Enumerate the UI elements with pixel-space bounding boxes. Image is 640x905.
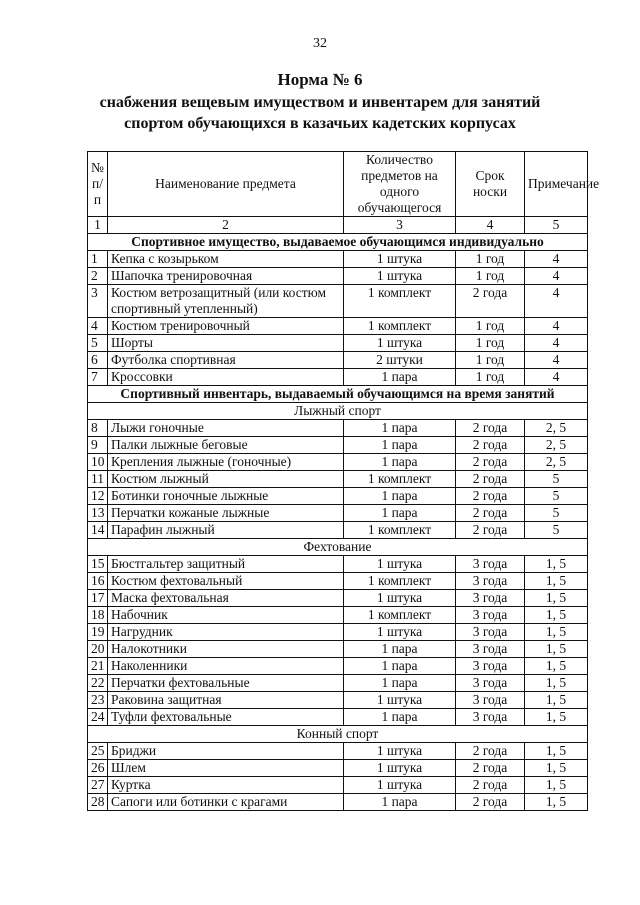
table-row bbox=[88, 692, 588, 709]
item-quantity: 1 штука bbox=[344, 268, 456, 285]
row-number: 11 bbox=[88, 471, 108, 488]
item-note: 4 bbox=[525, 369, 588, 386]
item-term: 3 года bbox=[456, 607, 525, 624]
header-note: Примечание bbox=[525, 152, 588, 217]
item-note: 1, 5 bbox=[525, 607, 588, 624]
table-row bbox=[88, 658, 588, 675]
item-quantity: 2 штуки bbox=[344, 352, 456, 369]
item-term: 3 года bbox=[456, 675, 525, 692]
item-term: 1 год bbox=[456, 369, 525, 386]
document-subtitle-line1: снабжения вещевым имуществом и инвентарем для занятий bbox=[99, 94, 541, 111]
column-number: 2 bbox=[108, 217, 344, 234]
item-term: 2 года bbox=[456, 794, 525, 811]
item-note: 5 bbox=[525, 505, 588, 522]
item-term: 2 года bbox=[456, 488, 525, 505]
item-name: Наколенники bbox=[108, 658, 344, 675]
item-name: Нагрудник bbox=[108, 624, 344, 641]
item-term: 3 года bbox=[456, 692, 525, 709]
table-row bbox=[88, 607, 588, 624]
table-row bbox=[88, 335, 588, 352]
header-term: Срок носки bbox=[456, 152, 525, 217]
item-term: 2 года bbox=[456, 760, 525, 777]
table-row bbox=[88, 641, 588, 658]
item-name: Куртка bbox=[108, 777, 344, 794]
item-note: 4 bbox=[525, 335, 588, 352]
item-term: 3 года bbox=[456, 590, 525, 607]
subsection-equestrian bbox=[88, 726, 588, 743]
item-note: 5 bbox=[525, 488, 588, 505]
table-row bbox=[88, 437, 588, 454]
row-number: 3 bbox=[88, 285, 108, 318]
table-row bbox=[88, 420, 588, 437]
item-note: 1, 5 bbox=[525, 675, 588, 692]
item-note: 1, 5 bbox=[525, 573, 588, 590]
header-quantity: Количество предметов на одного обучающегося bbox=[344, 152, 456, 217]
item-note: 1, 5 bbox=[525, 556, 588, 573]
item-note: 2, 5 bbox=[525, 454, 588, 471]
item-name: Костюм ветрозащитный (или костюм спортивный утепленный) bbox=[108, 285, 344, 318]
item-quantity: 1 пара bbox=[344, 794, 456, 811]
item-name: Костюм фехтовальный bbox=[108, 573, 344, 590]
row-number: 13 bbox=[88, 505, 108, 522]
row-number: 19 bbox=[88, 624, 108, 641]
item-term: 3 года bbox=[456, 641, 525, 658]
page-number: 32 bbox=[313, 36, 327, 51]
item-name: Парафин лыжный bbox=[108, 522, 344, 539]
item-quantity: 1 пара bbox=[344, 709, 456, 726]
item-name: Кроссовки bbox=[108, 369, 344, 386]
item-note: 4 bbox=[525, 285, 588, 318]
item-name: Шапочка тренировочная bbox=[108, 268, 344, 285]
table-row bbox=[88, 488, 588, 505]
item-note: 4 bbox=[525, 251, 588, 268]
item-quantity: 1 штука bbox=[344, 692, 456, 709]
table-row bbox=[88, 369, 588, 386]
item-name: Костюм лыжный bbox=[108, 471, 344, 488]
row-number: 8 bbox=[88, 420, 108, 437]
row-number: 17 bbox=[88, 590, 108, 607]
item-quantity: 1 комплект bbox=[344, 285, 456, 318]
subsection-ski bbox=[88, 403, 588, 420]
table-header-row bbox=[88, 152, 588, 217]
table-row bbox=[88, 471, 588, 488]
item-name: Перчатки кожаные лыжные bbox=[108, 505, 344, 522]
item-term: 2 года bbox=[456, 437, 525, 454]
row-number: 21 bbox=[88, 658, 108, 675]
item-term: 2 года bbox=[456, 454, 525, 471]
section-individual bbox=[88, 234, 588, 251]
row-number: 5 bbox=[88, 335, 108, 352]
item-quantity: 1 штука bbox=[344, 777, 456, 794]
item-name: Кепка с козырьком bbox=[108, 251, 344, 268]
item-name: Ботинки гоночные лыжные bbox=[108, 488, 344, 505]
row-number: 16 bbox=[88, 573, 108, 590]
item-note: 2, 5 bbox=[525, 420, 588, 437]
item-quantity: 1 комплект bbox=[344, 573, 456, 590]
table-row bbox=[88, 760, 588, 777]
column-number: 3 bbox=[344, 217, 456, 234]
item-quantity: 1 комплект bbox=[344, 607, 456, 624]
item-quantity: 1 штука bbox=[344, 335, 456, 352]
item-quantity: 1 пара bbox=[344, 675, 456, 692]
section-during-classes bbox=[88, 386, 588, 403]
table-row bbox=[88, 352, 588, 369]
row-number: 22 bbox=[88, 675, 108, 692]
item-term: 3 года bbox=[456, 573, 525, 590]
item-note: 4 bbox=[525, 352, 588, 369]
row-number: 2 bbox=[88, 268, 108, 285]
item-term: 3 года bbox=[456, 556, 525, 573]
item-quantity: 1 штука bbox=[344, 624, 456, 641]
table-row bbox=[88, 285, 588, 318]
item-name: Шорты bbox=[108, 335, 344, 352]
row-number: 24 bbox=[88, 709, 108, 726]
item-name: Раковина защитная bbox=[108, 692, 344, 709]
item-quantity: 1 комплект bbox=[344, 318, 456, 335]
item-name: Шлем bbox=[108, 760, 344, 777]
item-note: 1, 5 bbox=[525, 794, 588, 811]
item-name: Налокотники bbox=[108, 641, 344, 658]
item-name: Бриджи bbox=[108, 743, 344, 760]
table-row bbox=[88, 777, 588, 794]
item-term: 2 года bbox=[456, 471, 525, 488]
item-name: Футболка спортивная bbox=[108, 352, 344, 369]
table-row bbox=[88, 675, 588, 692]
document-title: Норма № 6 bbox=[277, 70, 363, 89]
subsection-equestrian-title: Конный спорт bbox=[88, 726, 588, 743]
item-quantity: 1 пара bbox=[344, 420, 456, 437]
row-number: 26 bbox=[88, 760, 108, 777]
table-row bbox=[88, 454, 588, 471]
item-note: 2, 5 bbox=[525, 437, 588, 454]
item-term: 1 год bbox=[456, 352, 525, 369]
document-subtitle-line2: спортом обучающихся в казачьих кадетских корпусах bbox=[124, 115, 516, 132]
subsection-fencing bbox=[88, 539, 588, 556]
item-term: 2 года bbox=[456, 505, 525, 522]
row-number: 15 bbox=[88, 556, 108, 573]
item-name: Бюстгальтер защитный bbox=[108, 556, 344, 573]
header-name: Наименование предмета bbox=[108, 152, 344, 217]
item-note: 1, 5 bbox=[525, 590, 588, 607]
column-number-row bbox=[88, 217, 588, 234]
item-term: 3 года bbox=[456, 709, 525, 726]
item-term: 1 год bbox=[456, 318, 525, 335]
row-number: 28 bbox=[88, 794, 108, 811]
item-quantity: 1 штука bbox=[344, 590, 456, 607]
row-number: 20 bbox=[88, 641, 108, 658]
item-name: Палки лыжные беговые bbox=[108, 437, 344, 454]
row-number: 18 bbox=[88, 607, 108, 624]
table-row bbox=[88, 794, 588, 811]
header-number: № п/п bbox=[88, 152, 108, 217]
table-row bbox=[88, 590, 588, 607]
subsection-fencing-title: Фехтование bbox=[88, 539, 588, 556]
item-quantity: 1 штука bbox=[344, 743, 456, 760]
item-term: 3 года bbox=[456, 624, 525, 641]
row-number: 4 bbox=[88, 318, 108, 335]
item-quantity: 1 пара bbox=[344, 658, 456, 675]
section-individual-title: Спортивное имущество, выдаваемое обучающимся индивидуально bbox=[88, 234, 588, 251]
table-row bbox=[88, 624, 588, 641]
item-name: Перчатки фехтовальные bbox=[108, 675, 344, 692]
item-quantity: 1 штука bbox=[344, 556, 456, 573]
item-term: 2 года bbox=[456, 420, 525, 437]
table-row bbox=[88, 268, 588, 285]
row-number: 14 bbox=[88, 522, 108, 539]
item-quantity: 1 штука bbox=[344, 251, 456, 268]
item-note: 1, 5 bbox=[525, 709, 588, 726]
item-quantity: 1 штука bbox=[344, 760, 456, 777]
item-note: 1, 5 bbox=[525, 624, 588, 641]
table-row bbox=[88, 556, 588, 573]
item-term: 1 год bbox=[456, 335, 525, 352]
table-row bbox=[88, 743, 588, 760]
row-number: 25 bbox=[88, 743, 108, 760]
item-note: 1, 5 bbox=[525, 743, 588, 760]
table-row bbox=[88, 251, 588, 268]
item-note: 5 bbox=[525, 471, 588, 488]
item-quantity: 1 пара bbox=[344, 505, 456, 522]
item-note: 4 bbox=[525, 268, 588, 285]
row-number: 27 bbox=[88, 777, 108, 794]
item-term: 2 года bbox=[456, 522, 525, 539]
table-row bbox=[88, 505, 588, 522]
item-name: Туфли фехтовальные bbox=[108, 709, 344, 726]
item-name: Крепления лыжные (гоночные) bbox=[108, 454, 344, 471]
table-row bbox=[88, 318, 588, 335]
item-note: 4 bbox=[525, 318, 588, 335]
item-term: 2 года bbox=[456, 777, 525, 794]
column-number: 5 bbox=[525, 217, 588, 234]
item-note: 1, 5 bbox=[525, 760, 588, 777]
item-term: 2 года bbox=[456, 743, 525, 760]
table-row bbox=[88, 709, 588, 726]
item-term: 2 года bbox=[456, 285, 525, 318]
row-number: 10 bbox=[88, 454, 108, 471]
item-name: Набочник bbox=[108, 607, 344, 624]
row-number: 7 bbox=[88, 369, 108, 386]
item-term: 1 год bbox=[456, 268, 525, 285]
row-number: 9 bbox=[88, 437, 108, 454]
row-number: 1 bbox=[88, 251, 108, 268]
item-quantity: 1 пара bbox=[344, 641, 456, 658]
item-name: Лыжи гоночные bbox=[108, 420, 344, 437]
item-note: 1, 5 bbox=[525, 777, 588, 794]
row-number: 12 bbox=[88, 488, 108, 505]
item-note: 5 bbox=[525, 522, 588, 539]
item-term: 1 год bbox=[456, 251, 525, 268]
item-term: 3 года bbox=[456, 658, 525, 675]
item-note: 1, 5 bbox=[525, 692, 588, 709]
column-number: 1 bbox=[88, 217, 108, 234]
row-number: 23 bbox=[88, 692, 108, 709]
subsection-ski-title: Лыжный спорт bbox=[88, 403, 588, 420]
item-quantity: 1 пара bbox=[344, 437, 456, 454]
table-row bbox=[88, 573, 588, 590]
item-name: Костюм тренировочный bbox=[108, 318, 344, 335]
item-note: 1, 5 bbox=[525, 658, 588, 675]
item-name: Сапоги или ботинки с крагами bbox=[108, 794, 344, 811]
item-quantity: 1 комплект bbox=[344, 471, 456, 488]
row-number: 6 bbox=[88, 352, 108, 369]
item-quantity: 1 пара bbox=[344, 369, 456, 386]
table-row bbox=[88, 522, 588, 539]
item-quantity: 1 комплект bbox=[344, 522, 456, 539]
item-name: Маска фехтовальная bbox=[108, 590, 344, 607]
column-number: 4 bbox=[456, 217, 525, 234]
norm-table bbox=[87, 151, 600, 811]
section-during-classes-title: Спортивный инвентарь, выдаваемый обучающимся на время занятий bbox=[88, 386, 588, 403]
item-quantity: 1 пара bbox=[344, 488, 456, 505]
item-quantity: 1 пара bbox=[344, 454, 456, 471]
item-note: 1, 5 bbox=[525, 641, 588, 658]
